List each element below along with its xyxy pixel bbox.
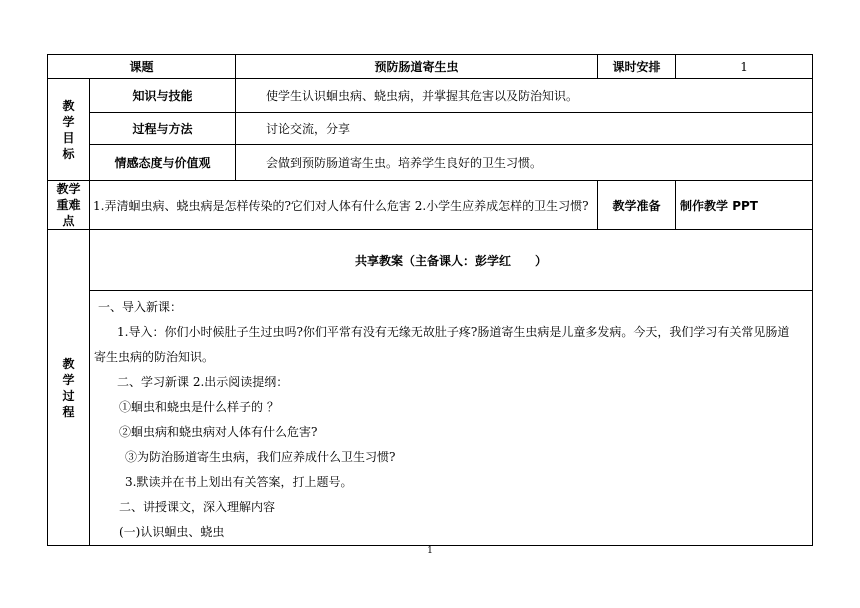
process-line: 二、讲授课文，深入理解内容	[119, 500, 276, 514]
process-line: 1.导入：你们小时候肚子生过虫吗?你们平常有没有无缘无故肚子疼?肠道寄生虫病是儿童多发病。今天，我们学习有关常见肠道	[117, 325, 790, 339]
shared-plan-row	[48, 230, 813, 291]
objective-row-process	[48, 113, 813, 145]
key-points-text: 1.弄清蛔虫病、蛲虫病是怎样传染的?它们对人体有什么危害 2.小学生应养成怎样的卫生习惯?	[90, 181, 598, 230]
process-label: 教 学 过 程	[48, 230, 90, 546]
process-line: 3.默读并在书上划出有关答案，打上题号。	[125, 475, 353, 489]
objectives-label: 教 学 目 标	[48, 79, 90, 181]
process-line: 二、学习新课 2.出示阅读提纲：	[117, 375, 289, 389]
prep-value: 制作教学 PPT	[676, 181, 813, 230]
key-points-label: 教学 重难 点	[48, 181, 90, 230]
objective-label-knowledge: 知识与技能	[90, 79, 236, 113]
prep-label: 教学准备	[598, 181, 676, 230]
objective-text-attitude: 会做到预防肠道寄生虫。培养学生良好的卫生习惯。	[236, 145, 813, 181]
objective-label-process: 过程与方法	[90, 113, 236, 145]
hours-label: 课时安排	[598, 55, 676, 79]
process-line: 一、导入新课：	[98, 300, 183, 314]
process-line: (一)认识蛔虫、蛲虫	[119, 525, 225, 539]
process-line: ①蛔虫和蛲虫是什么样子的 ？	[119, 400, 279, 414]
process-line: 寄生虫病的防治知识。	[94, 350, 215, 364]
key-points-row	[48, 181, 813, 230]
process-line: ③为防治肠道寄生虫病，我们应养成什么卫生习惯?	[125, 450, 396, 464]
process-line: ②蛔虫病和蛲虫病对人体有什么危害?	[119, 425, 318, 439]
topic-label: 课题	[48, 55, 236, 79]
hours-value: 1	[676, 55, 813, 79]
objective-row-attitude	[48, 145, 813, 181]
lesson-plan-table	[47, 54, 813, 546]
process-row	[48, 291, 813, 546]
topic-value: 预防肠道寄生虫	[236, 55, 598, 79]
shared-plan-title: 共享教案（主备课人：彭学红 ）	[90, 230, 813, 291]
objective-row-knowledge	[48, 79, 813, 113]
page-number: 1	[427, 546, 433, 556]
objective-text-knowledge: 使学生认识蛔虫病、蛲虫病，并掌握其危害以及防治知识。	[236, 79, 813, 113]
objective-label-attitude: 情感态度与价值观	[90, 145, 236, 181]
objective-text-process: 讨论交流，分享	[236, 113, 813, 145]
header-row	[48, 55, 813, 79]
process-content	[90, 291, 813, 546]
